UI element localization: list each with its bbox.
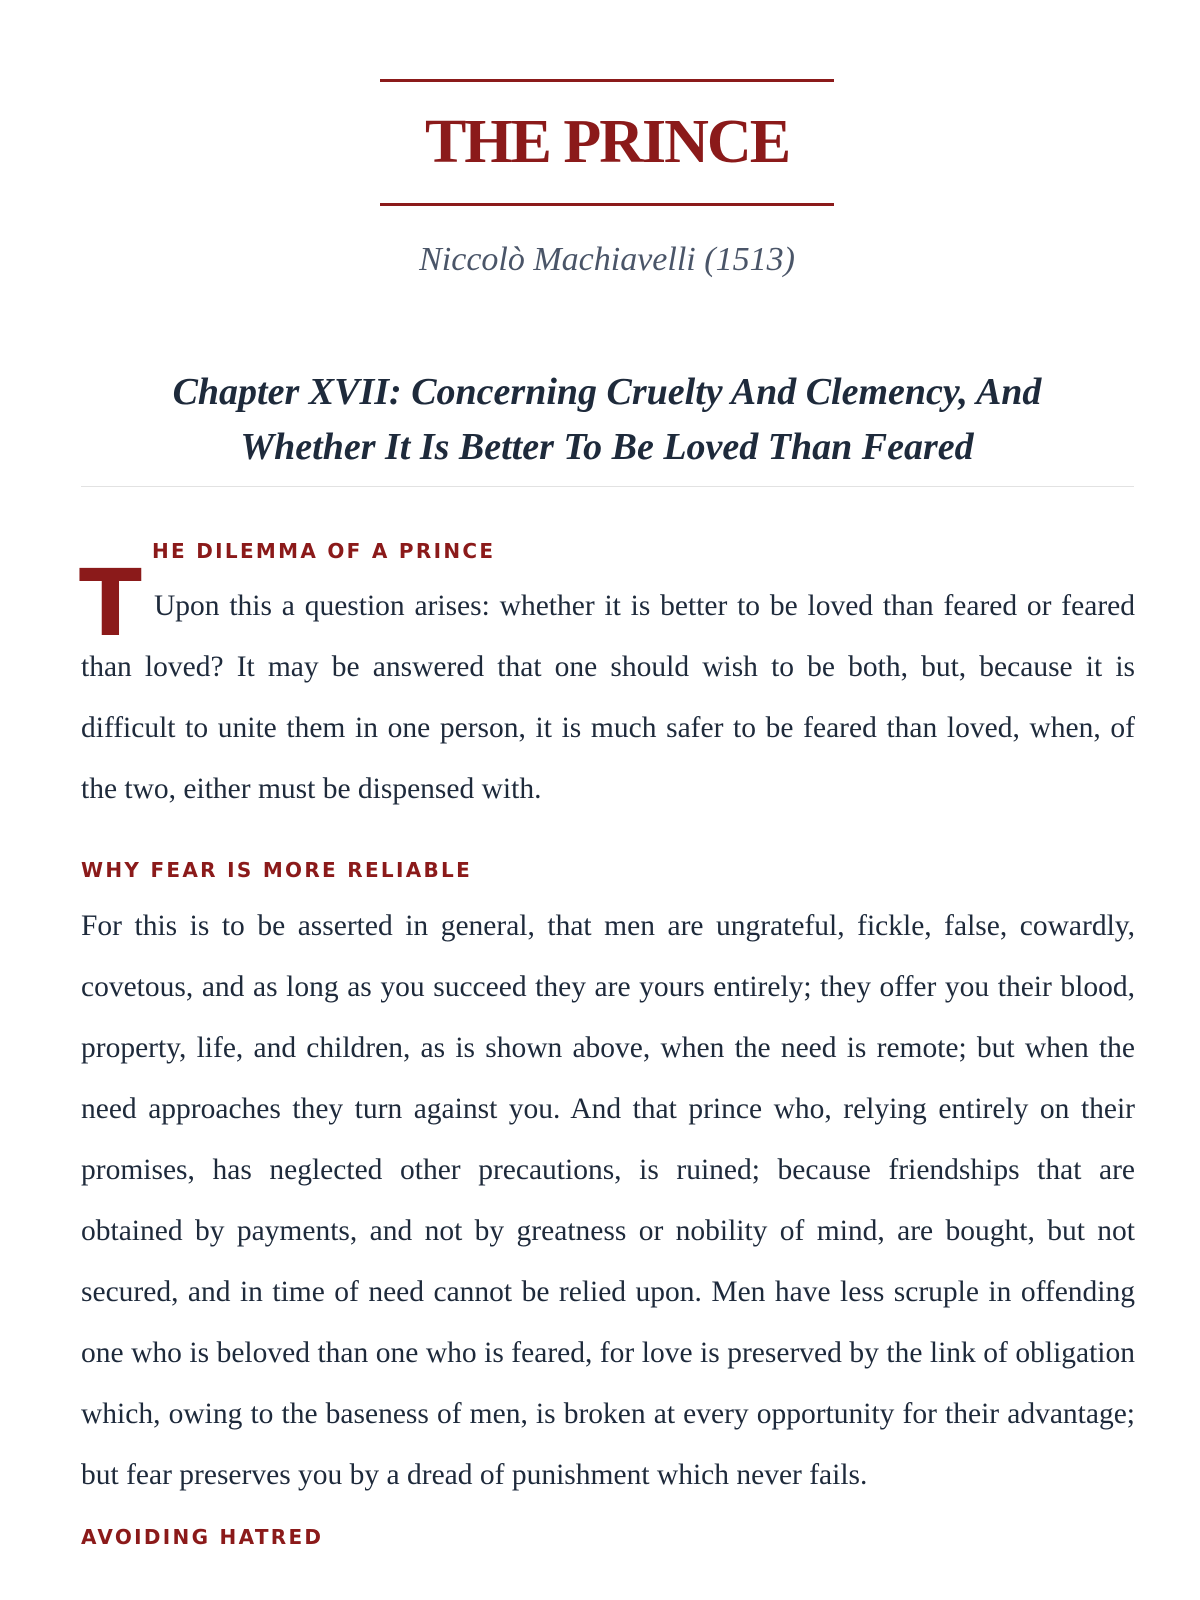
section-body-fear: For this is to be asserted in general, that men are ungrateful, fickle, false, cowardly, covetous, and as long as you succeed they are yours entirely; they offer you their blood, property, life, and children, as is shown above, when the need is remote; but when the need approaches they turn against you. And that prince who, relying entirely on their promises, has neglected other precautions, is ruined; because friendships that are obtained by payments, and not by greatness or nobility of mind, are bought, but not secured, and in time of need cannot be relied upon. Men have less scruple in offending one who is beloved than one who is feared, for love is preserved by the link of obligation which, owing to the baseness of men, is broken at every opportunity for their advantage; but fear preserves you by a dread of punishment which never fails.: [81, 910, 1135, 1491]
author-line: Niccolò Machiavelli (1513): [419, 241, 795, 278]
section-body-dilemma: [81, 576, 1135, 820]
chapter-title-line-1: Chapter XVII: Concerning Cruelty And Clemency, And: [172, 371, 1042, 413]
drop-cap: T: [79, 550, 142, 657]
section-heading-hatred: AVOIDING HATRED: [81, 1525, 324, 1549]
section-heading-fear: WHY FEAR IS MORE RELIABLE: [81, 858, 473, 882]
title-bottom-rule: [380, 203, 834, 206]
chapter-divider: [81, 486, 1134, 487]
section-body-text: Upon this a question arises: whether it is better to be loved than feared or feared than loved? It may be answered that one should wish to be both, but, because it is difficult to unite them in one person, it is much safer to be feared than loved, when, of the two, either must be dispensed with.: [81, 590, 1135, 805]
section-heading-dilemma: HE DILEMMA OF A PRINCE: [152, 539, 496, 563]
chapter-title-line-2: Whether It Is Better To Be Loved Than Feared: [240, 426, 974, 468]
book-title: THE PRINCE: [424, 108, 790, 176]
chapter-title: [80, 365, 1134, 475]
title-block: [380, 79, 834, 206]
